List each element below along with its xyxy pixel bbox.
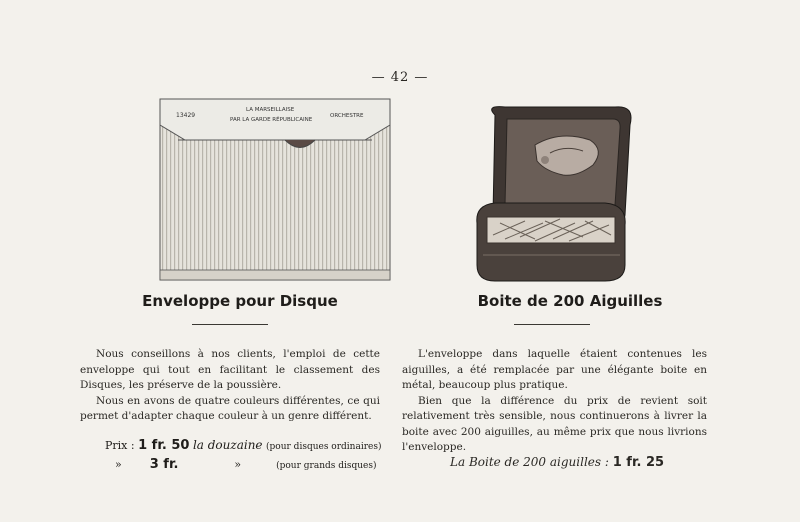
needle-tin-illustration bbox=[465, 105, 635, 285]
price-amount: 1 fr. 50 bbox=[138, 438, 190, 453]
price-prefix: Prix : bbox=[105, 439, 135, 452]
needle-box-price bbox=[450, 455, 664, 470]
price-amount: 1 fr. 25 bbox=[612, 455, 665, 470]
price-amount: 3 fr. bbox=[149, 457, 179, 472]
ditto-mark: » bbox=[234, 458, 242, 471]
caption-divider bbox=[514, 324, 590, 325]
paragraph: L'enveloppe dans laquelle étaient contenues les aiguilles, a été remplacée par une élégante boite en métal, beaucoup plus pratique. bbox=[402, 348, 707, 391]
envelope-caption: Enveloppe pour Disque bbox=[142, 292, 338, 310]
needle-box-description bbox=[402, 347, 707, 456]
paragraph: Nous conseillons à nos clients, l'emploi de cette enveloppe qui tout en facilitant le classement des Disques, les préserve de la poussière. bbox=[80, 348, 380, 391]
needle-box-caption: Boite de 200 Aiguilles bbox=[477, 292, 663, 310]
price-unit: la douzaine bbox=[192, 438, 263, 452]
record-envelope-illustration bbox=[150, 95, 400, 285]
caption-divider bbox=[192, 324, 268, 325]
page-number: — 42 — bbox=[371, 70, 429, 85]
envelope-title-1: LA MARSEILLAISE bbox=[246, 107, 295, 113]
ditto-mark: » bbox=[115, 458, 122, 471]
paragraph: Bien que la différence du prix de revient soit relativement très sensible, nous continuerons à livrer la boite avec 200 aiguilles, au même prix que nous livrions l'enveloppe. bbox=[402, 394, 707, 453]
envelope-description bbox=[80, 347, 380, 425]
paragraph: Nous en avons de quatre couleurs différentes, ce qui permet d'adapter chaque couleur à un genre différent. bbox=[80, 394, 380, 422]
price-label: La Boite de 200 aiguilles : bbox=[450, 455, 609, 469]
envelope-title-2: PAR LA GARDE RÉPUBLICAINE bbox=[230, 117, 313, 123]
envelope-number: 13429 bbox=[176, 112, 196, 119]
envelope-kind: ORCHESTRE bbox=[330, 113, 364, 119]
price-line-large bbox=[115, 457, 377, 472]
price-line-ordinary bbox=[105, 438, 381, 453]
price-note: (pour grands disques) bbox=[276, 461, 377, 471]
price-note: (pour disques ordinaires) bbox=[266, 442, 382, 452]
